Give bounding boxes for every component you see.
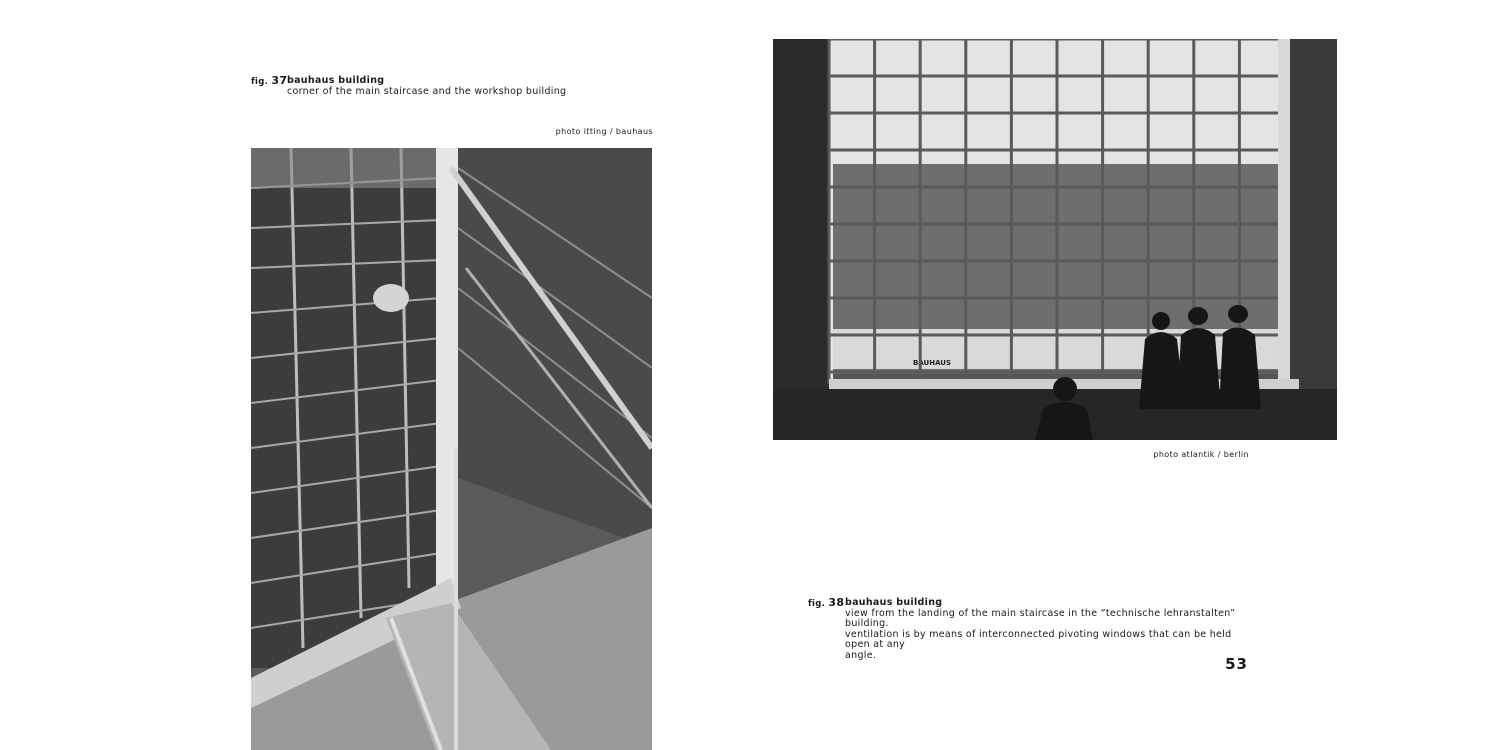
fig38-caption xyxy=(808,598,1258,661)
fig37-number: 37 xyxy=(271,74,288,87)
fig37-caption xyxy=(251,76,651,97)
fig38-label: fig. xyxy=(808,599,826,609)
fig38-photo-image xyxy=(773,39,1337,440)
fig37-photo-image xyxy=(251,148,652,750)
page-number: 53 xyxy=(1225,655,1248,673)
fig38-description-line-2: ventilation is by means of interconnected pivoting windows that can be held open at any xyxy=(845,628,1232,650)
fig38-description-line-1: view from the landing of the main staircase in the “technische lehranstalten” building. xyxy=(845,607,1236,629)
fig37-figure-number xyxy=(251,76,287,88)
fig38-photo-credit: photo atlantik / berlin xyxy=(1153,450,1249,459)
fig37-label: fig. xyxy=(251,77,269,87)
fig37-photo xyxy=(251,148,652,750)
fig38-figure-number xyxy=(808,598,844,610)
fig38-number: 38 xyxy=(828,596,845,609)
fig37-description: corner of the main staircase and the workshop building xyxy=(287,85,567,97)
fig38-description-line-3: angle. xyxy=(845,649,877,661)
fig38-title: bauhaus building xyxy=(845,597,943,608)
fig37-photo-credit: photo itting / bauhaus xyxy=(555,127,653,136)
bauhaus-sign-text: BAUHAUS xyxy=(913,359,952,367)
fig38-photo xyxy=(773,39,1337,440)
fig37-title: bauhaus building xyxy=(287,75,385,86)
